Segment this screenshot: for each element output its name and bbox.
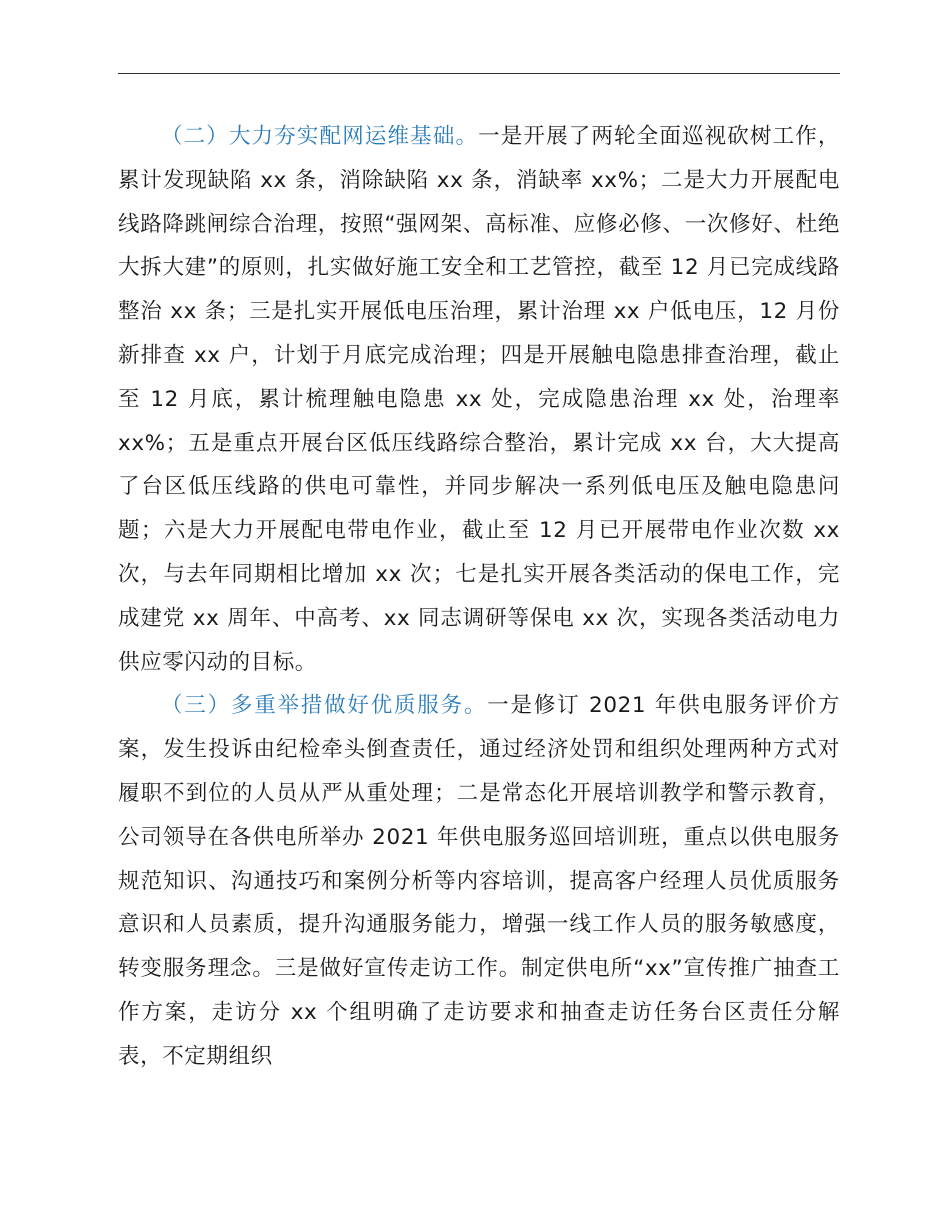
section-three-paragraph: [118, 684, 840, 1078]
section-two-heading: （二）大力夯实配网运维基础。: [161, 124, 479, 149]
section-two-body: 一是开展了两轮全面巡视砍树工作，累计发现缺陷 xx 条，消除缺陷 xx 条，消缺率 xx%；二是大力开展配电线路降跳闸综合治理，按照“强网架、高标准、应修必修、一次修好、杜绝大拆大建”的原则，扎实做好施工安全和工艺管控，截至 12 月已完成线路整治 xx 条；三是扎实开展低电压治理，累计治理 xx 户低电压，12 月份新排查 xx 户，计划于月底完成治理；四是开展触电隐患排查治理，截止至 12 月底，累计梳理触电隐患 xx 处，完成隐患治理 xx 处，治理率 xx%；五是重点开展台区低压线路综合整治，累计完成 xx 台，大大提高了台区低压线路的供电可靠性，并同步解决一系列低电压及触电隐患问题；六是大力开展配电带电作业，截止至 12 月已开展带电作业次数 xx 次，与去年同期相比增加 xx 次；七是扎实开展各类活动的保电工作，完成建党 xx 周年、中高考、xx 同志调研等保电 xx 次，实现各类活动电力供应零闪动的目标。: [118, 124, 840, 675]
header-rule: [118, 73, 840, 74]
section-two-paragraph: [118, 115, 840, 684]
document-body: [118, 115, 840, 1079]
section-three-body: 一是修订 2021 年供电服务评价方案，发生投诉由纪检牵头倒查责任，通过经济处罚和组织处理两种方式对履职不到位的人员从严从重处理；二是常态化开展培训教学和警示教育，公司领导在各供电所举办 2021 年供电服务巡回培训班，重点以供电服务规范知识、沟通技巧和案例分析等内容培训，提高客户经理人员优质服务意识和人员素质，提升沟通服务能力，增强一线工作人员的服务敏感度，转变服务理念。三是做好宣传走访工作。制定供电所“xx”宣传推广抽查工作方案，走访分 xx 个组明确了走访要求和抽查走访任务台区责任分解表，不定期组织: [118, 693, 841, 1069]
section-three-heading: （三）多重举措做好优质服务。: [161, 693, 488, 719]
